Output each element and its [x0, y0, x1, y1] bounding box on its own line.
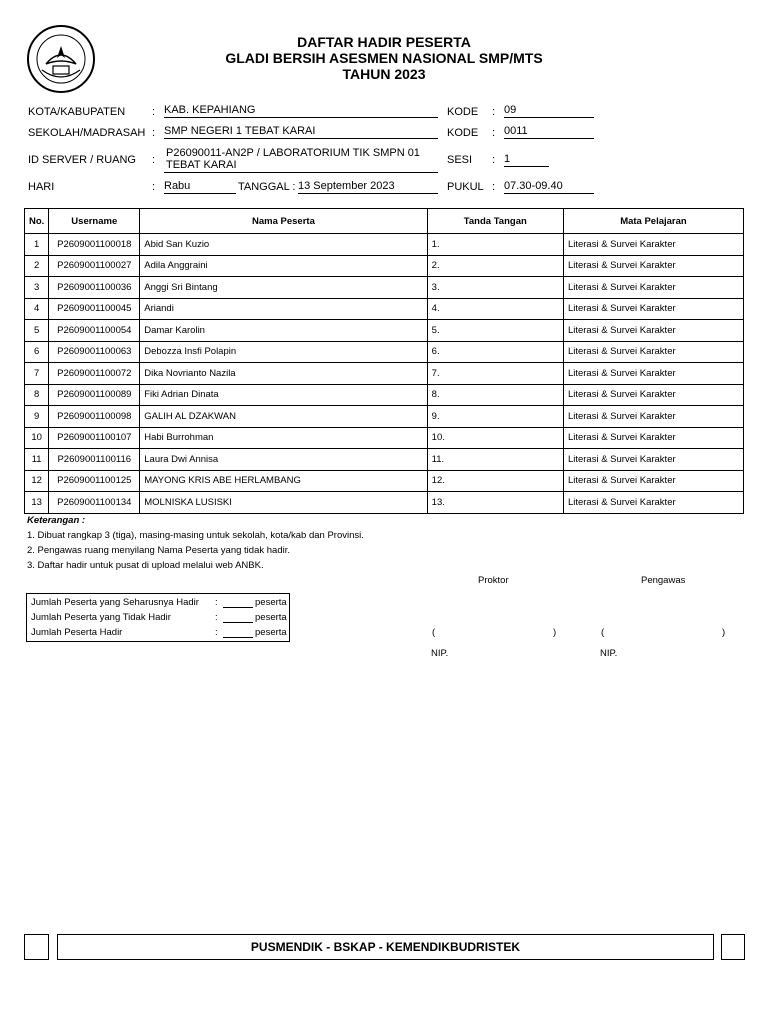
cell-no: 10 — [25, 427, 49, 449]
cell-username: P2609001100098 — [49, 406, 140, 428]
colon: : — [152, 154, 156, 166]
doc-title: DAFTAR HADIR PESERTA — [297, 34, 471, 50]
pengawas-label: Pengawas — [641, 575, 686, 586]
pengawas-paren-open: ( — [601, 627, 605, 638]
kode1-label: KODE — [447, 106, 479, 118]
table-row — [25, 384, 744, 406]
cell-nama: Damar Karolin — [140, 320, 427, 342]
cell-mata-pelajaran: Literasi & Survei Karakter — [563, 384, 743, 406]
cell-username: P2609001100063 — [49, 341, 140, 363]
cell-no: 3 — [25, 277, 49, 299]
table-row — [25, 492, 744, 514]
sesi-label: SESI — [447, 154, 473, 166]
header-mata-pelajaran: Mata Pelajaran — [563, 209, 743, 234]
pukul-value: 07.30-09.40 — [504, 180, 594, 194]
blank-line — [223, 597, 253, 608]
cell-nama: Fiki Adrian Dinata — [140, 384, 427, 406]
summary-unit: peserta — [255, 612, 287, 623]
footer-banner: PUSMENDIK - BSKAP - KEMENDIKBUDRISTEK — [57, 934, 714, 960]
cell-username: P2609001100018 — [49, 234, 140, 256]
kode2-label: KODE — [447, 127, 479, 139]
cell-username: P2609001100116 — [49, 449, 140, 471]
colon: : — [492, 127, 496, 139]
colon: : — [152, 127, 156, 139]
cell-mata-pelajaran: Literasi & Survei Karakter — [563, 427, 743, 449]
tanggal-value: 13 September 2023 — [298, 180, 438, 194]
cell-username: P2609001100072 — [49, 363, 140, 385]
cell-username: P2609001100054 — [49, 320, 140, 342]
cell-mata-pelajaran: Literasi & Survei Karakter — [563, 449, 743, 471]
cell-tanda-tangan: 4. — [427, 298, 563, 320]
summary-box — [26, 593, 290, 642]
summary-label: Jumlah Peserta yang Seharusnya Hadir — [31, 597, 199, 608]
blank-line — [223, 612, 253, 623]
server-value-line1: P26090011-AN2P / LABORATORIUM TIK SMPN 01 — [166, 147, 420, 159]
cell-no: 5 — [25, 320, 49, 342]
cell-username: P2609001100089 — [49, 384, 140, 406]
server-label: ID SERVER / RUANG — [28, 154, 136, 166]
table-row — [25, 470, 744, 492]
cell-nama: Abid San Kuzio — [140, 234, 427, 256]
cell-no: 11 — [25, 449, 49, 471]
header-username: Username — [49, 209, 140, 234]
cell-mata-pelajaran: Literasi & Survei Karakter — [563, 234, 743, 256]
pukul-label: PUKUL — [447, 181, 484, 193]
cell-no: 2 — [25, 255, 49, 277]
footer-left-box — [24, 934, 49, 960]
cell-no: 6 — [25, 341, 49, 363]
kode1-value: 09 — [504, 104, 594, 118]
cell-tanda-tangan: 3. — [427, 277, 563, 299]
summary-row — [31, 597, 287, 612]
cell-username: P2609001100107 — [49, 427, 140, 449]
cell-tanda-tangan: 13. — [427, 492, 563, 514]
cell-nama: MOLNISKA LUSISKI — [140, 492, 427, 514]
cell-no: 9 — [25, 406, 49, 428]
cell-mata-pelajaran: Literasi & Survei Karakter — [563, 406, 743, 428]
table-header-row — [25, 209, 744, 234]
cell-no: 8 — [25, 384, 49, 406]
colon: : — [152, 181, 156, 193]
cell-username: P2609001100036 — [49, 277, 140, 299]
cell-mata-pelajaran: Literasi & Survei Karakter — [563, 255, 743, 277]
table-row — [25, 406, 744, 428]
table-row — [25, 341, 744, 363]
cell-mata-pelajaran: Literasi & Survei Karakter — [563, 320, 743, 342]
table-row — [25, 277, 744, 299]
kode2-value: 0011 — [504, 125, 594, 139]
colon: : — [215, 627, 218, 638]
table-row — [25, 298, 744, 320]
cell-mata-pelajaran: Literasi & Survei Karakter — [563, 492, 743, 514]
summary-row — [31, 627, 287, 642]
cell-tanda-tangan: 7. — [427, 363, 563, 385]
cell-tanda-tangan: 5. — [427, 320, 563, 342]
notes-title: Keterangan : — [27, 515, 86, 526]
header-nama: Nama Peserta — [140, 209, 427, 234]
colon: : — [152, 106, 156, 118]
colon: : — [215, 612, 218, 623]
server-value-line2: TEBAT KARAI — [164, 159, 438, 173]
colon: : — [215, 597, 218, 608]
attendance-table — [24, 208, 744, 514]
cell-nama: Anggi Sri Bintang — [140, 277, 427, 299]
cell-tanda-tangan: 10. — [427, 427, 563, 449]
kota-label: KOTA/KABUPATEN — [28, 106, 126, 118]
table-row — [25, 363, 744, 385]
doc-subtitle: GLADI BERSIH ASESMEN NASIONAL SMP/MTS — [225, 50, 543, 66]
table-row — [25, 234, 744, 256]
cell-mata-pelajaran: Literasi & Survei Karakter — [563, 298, 743, 320]
kota-value: KAB. KEPAHIANG — [164, 104, 438, 118]
cell-nama: Debozza Insfi Polapin — [140, 341, 427, 363]
sekolah-label: SEKOLAH/MADRASAH — [28, 127, 146, 139]
cell-tanda-tangan: 9. — [427, 406, 563, 428]
header-tanda-tangan: Tanda Tangan — [427, 209, 563, 234]
cell-no: 13 — [25, 492, 49, 514]
pengawas-nip: NIP. — [600, 648, 618, 659]
cell-tanda-tangan: 8. — [427, 384, 563, 406]
cell-username: P2609001100125 — [49, 470, 140, 492]
cell-username: P2609001100027 — [49, 255, 140, 277]
header-no: No. — [25, 209, 49, 234]
cell-mata-pelajaran: Literasi & Survei Karakter — [563, 277, 743, 299]
cell-no: 1 — [25, 234, 49, 256]
proktor-paren-close: ) — [553, 627, 557, 638]
cell-nama: Laura Dwi Annisa — [140, 449, 427, 471]
cell-mata-pelajaran: Literasi & Survei Karakter — [563, 363, 743, 385]
pengawas-paren-close: ) — [722, 627, 726, 638]
sesi-value: 1 — [504, 153, 549, 167]
cell-mata-pelajaran: Literasi & Survei Karakter — [563, 470, 743, 492]
tanggal-label: TANGGAL : — [238, 181, 296, 193]
table-row — [25, 449, 744, 471]
cell-nama: Adila Anggraini — [140, 255, 427, 277]
colon: : — [492, 106, 496, 118]
sekolah-value: SMP NEGERI 1 TEBAT KARAI — [164, 125, 438, 139]
doc-year: TAHUN 2023 — [342, 66, 426, 82]
summary-unit: peserta — [255, 627, 287, 638]
summary-label: Jumlah Peserta yang Tidak Hadir — [31, 612, 171, 623]
cell-no: 4 — [25, 298, 49, 320]
cell-nama: GALIH AL DZAKWAN — [140, 406, 427, 428]
cell-tanda-tangan: 12. — [427, 470, 563, 492]
summary-unit: peserta — [255, 597, 287, 608]
blank-line — [223, 627, 253, 638]
note-item-2: 2. Pengawas ruang menyilang Nama Peserta yang tidak hadir. — [27, 545, 290, 556]
cell-nama: Ariandi — [140, 298, 427, 320]
proktor-nip: NIP. — [431, 648, 449, 659]
table-row — [25, 320, 744, 342]
colon: : — [492, 154, 496, 166]
note-item-1: 1. Dibuat rangkap 3 (tiga), masing-masing untuk sekolah, kota/kab dan Provinsi. — [27, 530, 364, 541]
cell-username: P2609001100045 — [49, 298, 140, 320]
cell-username: P2609001100134 — [49, 492, 140, 514]
hari-value: Rabu — [164, 180, 236, 194]
cell-tanda-tangan: 2. — [427, 255, 563, 277]
footer-right-box — [721, 934, 745, 960]
cell-no: 7 — [25, 363, 49, 385]
summary-row — [31, 612, 287, 627]
table-row — [25, 255, 744, 277]
colon: : — [492, 181, 496, 193]
cell-mata-pelajaran: Literasi & Survei Karakter — [563, 341, 743, 363]
proktor-label: Proktor — [478, 575, 509, 586]
cell-tanda-tangan: 11. — [427, 449, 563, 471]
cell-nama: MAYONG KRIS ABE HERLAMBANG — [140, 470, 427, 492]
hari-label: HARI — [28, 181, 55, 193]
proktor-paren-open: ( — [432, 627, 436, 638]
cell-nama: Dika Novrianto Nazila — [140, 363, 427, 385]
cell-tanda-tangan: 6. — [427, 341, 563, 363]
cell-no: 12 — [25, 470, 49, 492]
note-item-3: 3. Daftar hadir untuk pusat di upload melalui web ANBK. — [27, 560, 264, 571]
cell-tanda-tangan: 1. — [427, 234, 563, 256]
summary-label: Jumlah Peserta Hadir — [31, 627, 123, 638]
table-row — [25, 427, 744, 449]
cell-nama: Habi Burrohman — [140, 427, 427, 449]
